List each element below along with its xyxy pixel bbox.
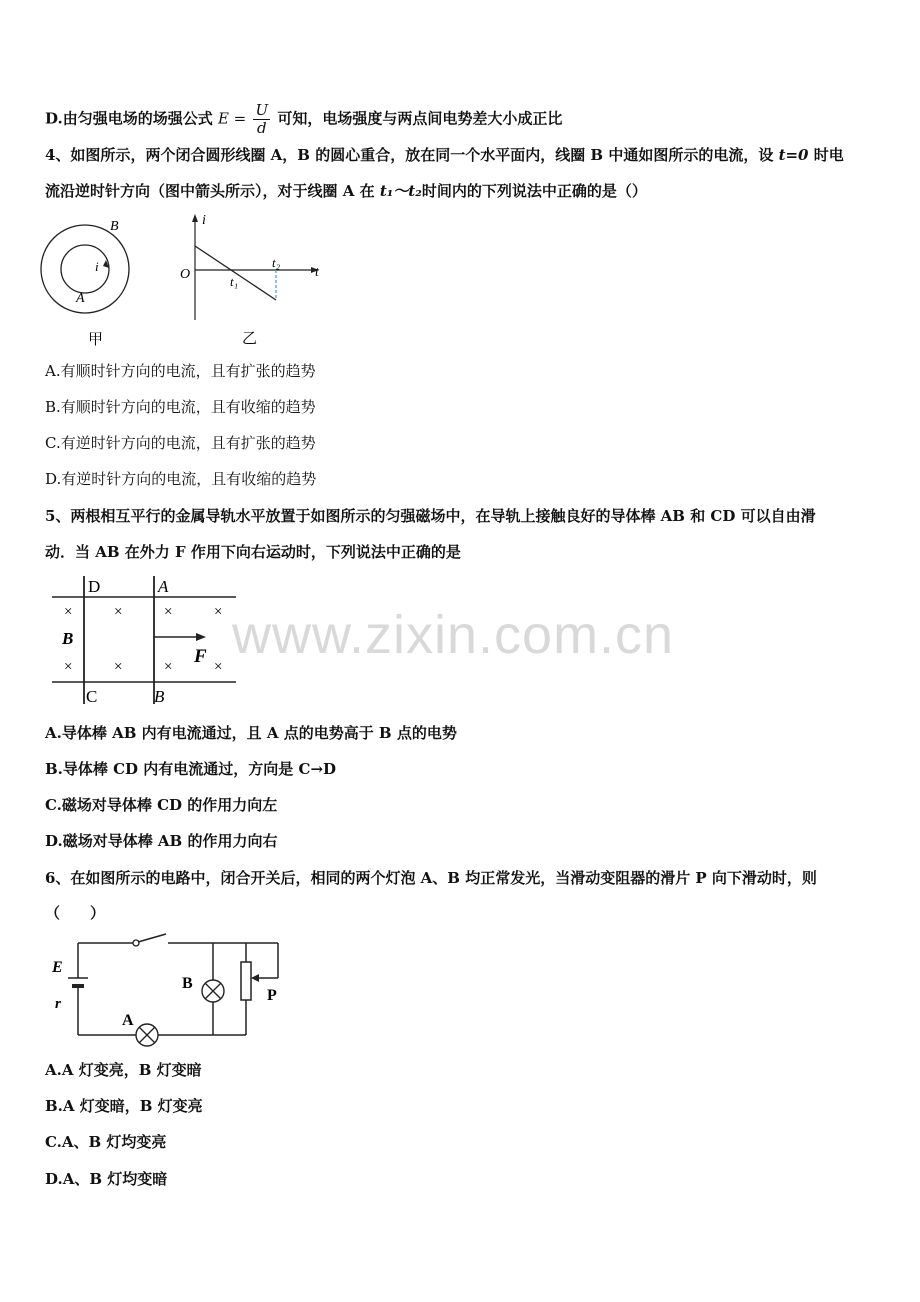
q3-option-d-prefix: D.由匀强电场的场强公式: [45, 109, 213, 128]
q5-stem-line1: 5、两根相互平行的金属导轨水平放置于如图所示的匀强磁场中，在导轨上接触良好的导体棒 AB 和 CD 可以自由滑: [45, 507, 816, 525]
q4-option-d: D.有逆时针方向的电流，且有收缩的趋势: [45, 470, 317, 488]
q6-figure-circuit: [48, 930, 298, 1052]
label-a: A: [158, 577, 169, 596]
q6-option-d: D.A、B 灯均变暗: [45, 1170, 168, 1188]
cross-icon: ×: [114, 604, 123, 620]
q4-option-a: A.有顺时针方向的电流，且有扩张的趋势: [45, 362, 316, 380]
label-r: r: [55, 996, 61, 1012]
label-c: C: [86, 687, 98, 706]
label-b-bottom: B: [154, 687, 165, 706]
coil-b-label: B: [110, 219, 119, 234]
current-line: [195, 246, 276, 300]
cross-icon: ×: [114, 659, 123, 675]
switch-blade: [138, 934, 166, 942]
q6-option-a: A.A 灯变亮，B 灯变暗: [45, 1061, 202, 1079]
cross-icon: ×: [64, 604, 73, 620]
formula-denominator: d: [256, 119, 267, 137]
label-e: E: [52, 959, 63, 976]
q5-figure-rails: [50, 572, 240, 708]
q6-option-b: B.A 灯变暗，B 灯变亮: [45, 1097, 203, 1115]
label-d: D: [88, 577, 101, 596]
q4-option-b: B.有顺时针方向的电流，且有收缩的趋势: [45, 398, 316, 416]
watermark: www.zixin.com.cn: [232, 605, 675, 665]
q4-figure-coils: [38, 212, 148, 352]
q4-stem-line1: [45, 145, 844, 165]
i-axis-arrow-icon: [192, 214, 198, 222]
q3-option-d: [45, 102, 562, 137]
fig-yi-caption: 乙: [242, 331, 258, 347]
label-b: B: [182, 975, 193, 992]
q4-option-c: C.有逆时针方向的电流，且有扩张的趋势: [45, 434, 316, 452]
q4-stem-text: 4、如图所示，两个闭合圆形线圈 A，B 的圆心重合，放在同一个水平面内，线圈 B 中通如图所示的电流，设: [45, 146, 779, 164]
cross-icon: ×: [214, 604, 223, 620]
cross-icon: ×: [214, 659, 223, 675]
formula-fraction: [253, 102, 270, 137]
cross-icon: ×: [164, 659, 173, 675]
q5-option-a: A.导体棒 AB 内有电流通过，且 A 点的电势高于 B 点的电势: [45, 724, 457, 742]
t1-label: t₁: [230, 274, 239, 289]
q4-figure-graph: [172, 210, 332, 352]
current-i-label: i: [95, 259, 99, 274]
label-b-field: B: [62, 629, 74, 648]
cross-icon: ×: [64, 659, 73, 675]
label-a: A: [122, 1012, 134, 1029]
fig-jia-caption: 甲: [88, 332, 104, 348]
formula-numerator: U: [255, 101, 269, 119]
q6-stem-line2: （ ）: [45, 904, 106, 922]
q4-t0: t=0: [778, 146, 809, 164]
q5-option-c: C.磁场对导体棒 CD 的作用力向左: [45, 796, 278, 814]
q3-option-d-suffix: 可知，电场强度与两点间电势差大小成正比: [277, 109, 563, 128]
q5-option-b: B.导体棒 CD 内有电流通过，方向是 C→D: [45, 760, 337, 778]
cross-icon: ×: [164, 604, 173, 620]
origin-label: O: [180, 267, 191, 282]
force-arrow-icon: [196, 633, 206, 641]
formula-lhs: E =: [217, 109, 247, 128]
q4-stem-text2-end: 时间内的下列说法中正确的是（）: [421, 182, 647, 200]
slider-arrow-icon: [251, 974, 259, 982]
t2-label: t₂: [272, 255, 281, 270]
coil-a-label: A: [76, 291, 85, 306]
axis-t-label: t: [315, 265, 319, 280]
q6-option-c: C.A、B 灯均变亮: [45, 1133, 167, 1151]
label-p: P: [267, 987, 277, 1004]
q4-t1t2: t₁～t₂: [379, 182, 422, 200]
label-f: F: [194, 646, 207, 667]
q4-stem-text2: 流沿逆时针方向（图中箭头所示），对于线圈 A 在: [45, 182, 380, 200]
q5-stem-line2: 动．当 AB 在外力 F 作用下向右运动时，下列说法中正确的是: [45, 543, 461, 561]
switch-pivot: [133, 940, 139, 946]
axis-i-label: i: [202, 213, 206, 228]
rheostat: [241, 962, 251, 1000]
q4-stem-text-end: 时电: [808, 146, 844, 164]
q5-option-d: D.磁场对导体棒 AB 的作用力向右: [45, 832, 278, 850]
q4-stem-line2: [45, 181, 647, 201]
q6-stem-line1: 6、在如图所示的电路中，闭合开关后，相同的两个灯泡 A、B 均正常发光，当滑动变阻器的滑片 P 向下滑动时，则: [45, 869, 817, 887]
